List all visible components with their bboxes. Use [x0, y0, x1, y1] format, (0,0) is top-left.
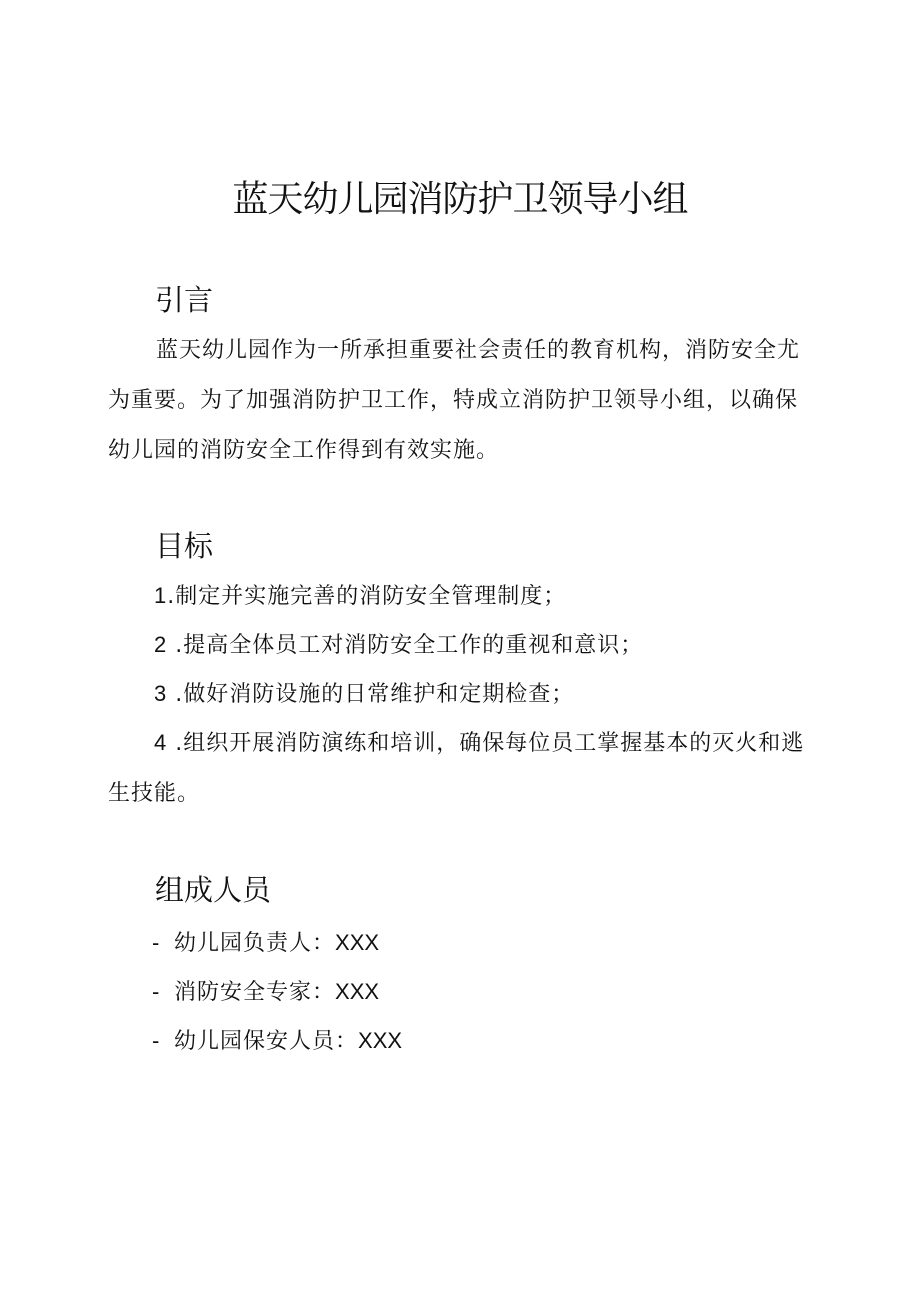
goal-item	[108, 718, 808, 819]
member-item	[152, 925, 379, 962]
document-title: 蓝天幼儿园消防护卫领导小组	[232, 179, 688, 220]
goal-text: .制定并实施完善的消防安全管理制度；	[167, 584, 567, 609]
member-role: 消防安全专家：	[174, 980, 336, 1005]
member-item	[152, 1023, 402, 1060]
bullet-dash: -	[152, 930, 161, 955]
goal-number: 1	[154, 583, 168, 608]
goal-number: 2	[154, 632, 168, 657]
members-heading: 组成人员	[155, 873, 272, 907]
member-name: XXX	[358, 1028, 403, 1053]
member-role: 幼儿园负责人：	[174, 931, 336, 956]
goal-item	[108, 571, 808, 622]
member-name: XXX	[335, 979, 380, 1004]
goals-heading: 目标	[155, 529, 214, 563]
goal-number: 3	[154, 681, 168, 706]
goal-item	[108, 669, 808, 720]
goal-number: 4	[154, 730, 168, 755]
bullet-dash: -	[152, 1028, 161, 1053]
goal-text: .提高全体员工对消防安全工作的重视和意识；	[167, 633, 644, 658]
intro-heading: 引言	[155, 283, 214, 317]
member-name: XXX	[335, 930, 380, 955]
bullet-dash: -	[152, 979, 161, 1004]
goal-item	[108, 620, 808, 671]
goal-text: .组织开展消防演练和培训，确保每位员工掌握基本的灭火和逃生技能。	[108, 731, 805, 806]
member-item	[152, 974, 379, 1011]
intro-paragraph: 蓝天幼儿园作为一所承担重要社会责任的教育机构，消防安全尤为重要。为了加强消防护卫工作，特成立消防护卫领导小组，以确保幼儿园的消防安全工作得到有效实施。	[108, 338, 801, 463]
member-role: 幼儿园保安人员：	[174, 1029, 359, 1054]
goal-text: .做好消防设施的日常维护和定期检查；	[167, 682, 575, 707]
